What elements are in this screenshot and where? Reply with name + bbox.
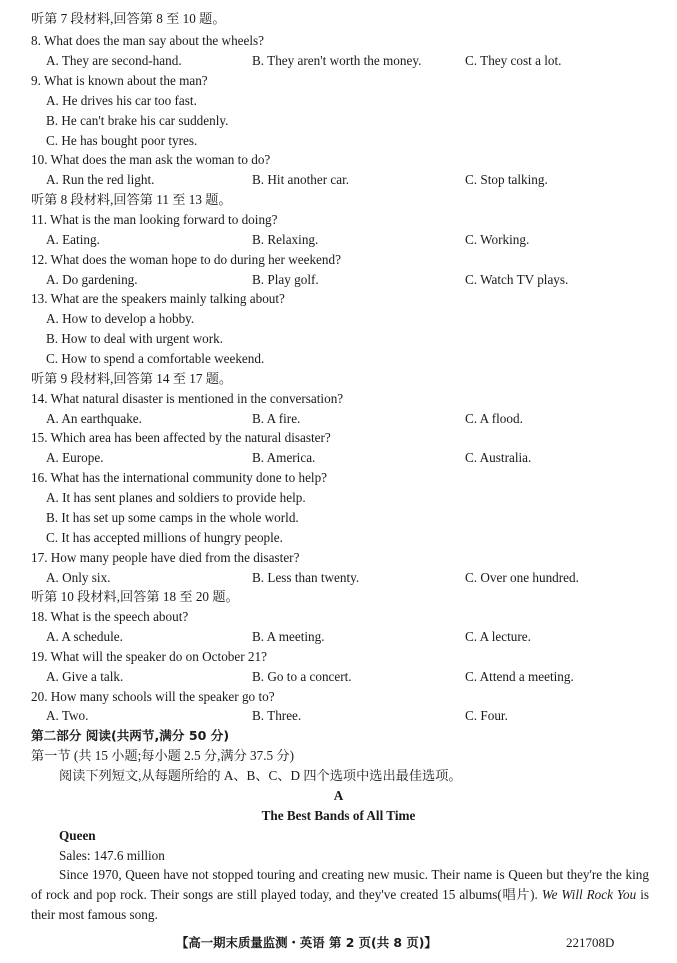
question-8-option-b: B. They aren't worth the money. — [252, 53, 422, 68]
question-10-option-c: C. Stop talking. — [465, 172, 548, 187]
question-16-stem: 16. What has the international community done to help? — [31, 470, 328, 485]
question-19-option-c: C. Attend a meeting. — [465, 669, 574, 684]
question-14-option-a: A. An earthquake. — [46, 411, 142, 426]
section-listen9-instruction: 听第 9 段材料,回答第 14 至 17 题。 — [31, 371, 233, 386]
section-listen7-instruction: 听第 7 段材料,回答第 8 至 10 题。 — [31, 11, 226, 26]
famous-song-title: We Will Rock You — [541, 886, 637, 902]
band-description-text: Since 1970, Queen have not stopped touring and creating new music. Their name is Queen but they're the king of rock and pop rock. Their songs are still played today, and they've created 15 albums(唱片). — [31, 867, 649, 902]
question-19-option-a: A. Give a talk. — [46, 669, 124, 684]
question-19-stem: 19. What will the speaker do on October 21? — [31, 649, 267, 664]
question-17-option-c: C. Over one hundred. — [465, 570, 579, 585]
question-18-option-a: A. A schedule. — [46, 629, 123, 644]
question-13-option-c: C. How to spend a comfortable weekend. — [46, 351, 265, 366]
question-18-option-c: C. A lecture. — [465, 629, 531, 644]
question-10-option-a: A. Run the red light. — [46, 172, 155, 187]
question-14-stem: 14. What natural disaster is mentioned in the conversation? — [31, 391, 344, 406]
question-14-option-b: B. A fire. — [252, 411, 301, 426]
band-name: Queen — [59, 828, 96, 843]
question-16-option-c: C. It has accepted millions of hungry people. — [46, 530, 283, 545]
footer-code: 221708D — [566, 935, 615, 950]
question-20-option-c: C. Four. — [465, 708, 508, 723]
question-8-option-c: C. They cost a lot. — [465, 53, 562, 68]
question-17-stem: 17. How many people have died from the disaster? — [31, 550, 300, 565]
question-13-stem: 13. What are the speakers mainly talking about? — [31, 291, 285, 306]
section1-heading: 第一节 (共 15 小题;每小题 2.5 分,满分 37.5 分) — [31, 748, 295, 763]
question-12-stem: 12. What does the woman hope to do during her weekend? — [31, 252, 341, 267]
question-8-stem: 8. What does the man say about the wheels? — [31, 33, 265, 48]
question-11-option-c: C. Working. — [465, 232, 530, 247]
reading-instruction: 阅读下列短文,从每题所给的 A、B、C、D 四个选项中选出最佳选项。 — [59, 768, 462, 783]
question-20-option-a: A. Two. — [46, 708, 89, 723]
question-17-option-a: A. Only six. — [46, 570, 111, 585]
question-20-stem: 20. How many schools will the speaker go to? — [31, 689, 275, 704]
question-18-stem: 18. What is the speech about? — [31, 609, 189, 624]
question-16-option-b: B. It has set up some camps in the whole world. — [46, 510, 299, 525]
band-description-end: is their most famous song. — [31, 886, 649, 922]
question-9-stem: 9. What is known about the man? — [31, 73, 208, 88]
band-description — [31, 865, 649, 925]
question-9-option-b: B. He can't brake his car suddenly. — [46, 113, 229, 128]
question-11-option-a: A. Eating. — [46, 232, 100, 247]
part2-heading: 第二部分 阅读(共两节,满分 50 分) — [31, 728, 230, 743]
question-9-option-c: C. He has bought poor tyres. — [46, 133, 198, 148]
question-9-option-a: A. He drives his car too fast. — [46, 93, 197, 108]
question-16-option-a: A. It has sent planes and soldiers to provide help. — [46, 490, 306, 505]
question-11-stem: 11. What is the man looking forward to doing? — [31, 212, 278, 227]
question-15-option-c: C. Australia. — [465, 450, 532, 465]
question-18-option-b: B. A meeting. — [252, 629, 325, 644]
question-8-option-a: A. They are second-hand. — [46, 53, 182, 68]
question-20-option-b: B. Three. — [252, 708, 302, 723]
question-17-option-b: B. Less than twenty. — [252, 570, 360, 585]
question-15-stem: 15. Which area has been affected by the natural disaster? — [31, 430, 331, 445]
question-10-stem: 10. What does the man ask the woman to do? — [31, 152, 271, 167]
question-12-option-a: A. Do gardening. — [46, 272, 138, 287]
question-11-option-b: B. Relaxing. — [252, 232, 319, 247]
section-listen10-instruction: 听第 10 段材料,回答第 18 至 20 题。 — [31, 589, 239, 604]
band-sales: Sales: 147.6 million — [59, 848, 165, 863]
question-10-option-b: B. Hit another car. — [252, 172, 350, 187]
section-listen8-instruction: 听第 8 段材料,回答第 11 至 13 题。 — [31, 192, 232, 207]
question-12-option-b: B. Play golf. — [252, 272, 319, 287]
question-15-option-a: A. Europe. — [46, 450, 104, 465]
passage-letter: A — [333, 788, 344, 803]
question-12-option-c: C. Watch TV plays. — [465, 272, 569, 287]
question-13-option-a: A. How to develop a hobby. — [46, 311, 195, 326]
question-14-option-c: C. A flood. — [465, 411, 523, 426]
passage-title: The Best Bands of All Time — [261, 808, 416, 823]
question-19-option-b: B. Go to a concert. — [252, 669, 352, 684]
question-13-option-b: B. How to deal with urgent work. — [46, 331, 224, 346]
question-15-option-b: B. America. — [252, 450, 316, 465]
footer-title: 【高一期末质量监测・英语 第 2 页(共 8 页)】 — [176, 935, 437, 950]
